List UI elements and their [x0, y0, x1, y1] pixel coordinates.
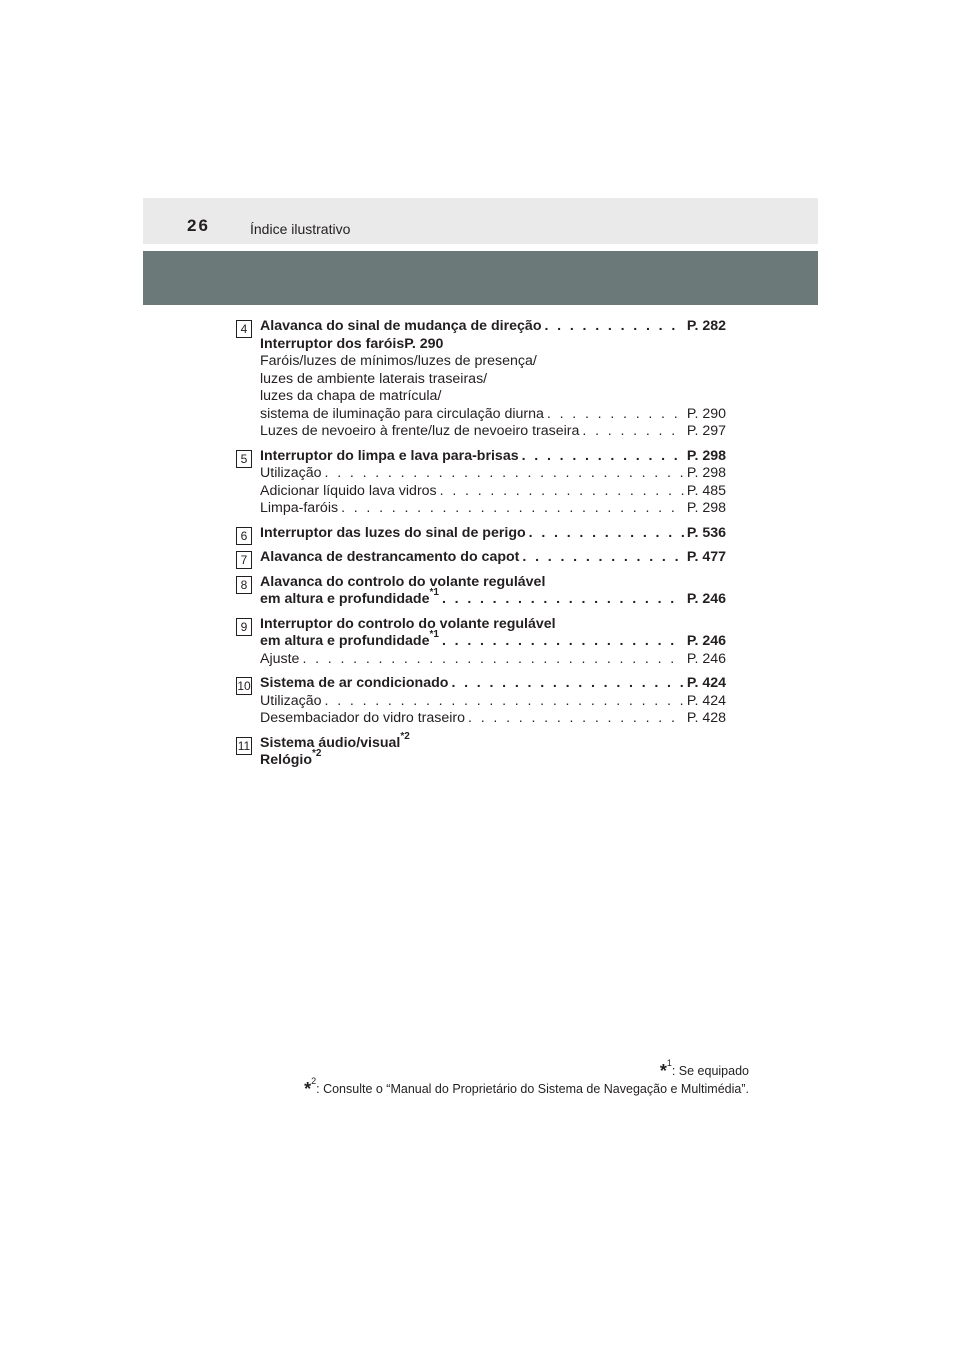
index-line-text: Alavanca do controlo do volante regulável — [260, 573, 546, 590]
index-line-text: Interruptor das luzes do sinal de perigo — [260, 524, 526, 541]
entry-number-badge — [236, 737, 252, 755]
dot-leader — [468, 710, 684, 728]
index-line — [260, 448, 726, 466]
footnote — [304, 1075, 749, 1099]
page-reference: P. 297 — [686, 423, 726, 439]
index-entry — [236, 549, 726, 567]
dot-leader — [325, 465, 684, 483]
page-reference: P. 290 — [686, 405, 726, 422]
index-line-text: Utilização — [260, 692, 322, 709]
index-line-text: Limpa-faróis — [260, 500, 339, 516]
entry-number: 9 — [240, 619, 248, 634]
index-line — [260, 675, 726, 693]
dot-leader — [451, 675, 683, 693]
index-line-text: Utilização — [260, 465, 322, 481]
index-line-text: sistema de iluminação para circulação diurna — [260, 405, 544, 422]
index-line — [260, 651, 726, 669]
index-entry — [236, 318, 726, 441]
section-title: Índice ilustrativo — [250, 221, 351, 237]
entry-number: 8 — [240, 577, 248, 592]
index-line-text: Alavanca de destrancamento do capot — [260, 549, 520, 565]
footnote — [304, 1057, 749, 1081]
index-entry — [236, 574, 726, 609]
index-line — [260, 748, 726, 770]
entry-number: 4 — [240, 322, 248, 336]
footnote-ref: *1 — [429, 629, 439, 641]
dot-leader — [582, 423, 683, 441]
index-line-text: Luzes de nevoeiro à frente/luz de nevoeiro traseira — [260, 423, 580, 439]
index-entry — [236, 730, 726, 770]
page-reference: P. 298 — [686, 500, 726, 516]
entry-number: 11 — [237, 738, 251, 753]
footnote-asterisk: * — [304, 1079, 312, 1099]
entry-number: 6 — [240, 528, 248, 543]
index-line-text: Interruptor do controlo do volante regulável — [260, 615, 556, 632]
page-reference: P. 298 — [686, 465, 726, 481]
entry-number-badge — [236, 677, 252, 695]
index-line-text: luzes da chapa de matrícula/ — [260, 388, 442, 404]
index-line — [260, 318, 726, 336]
footnote-asterisk: * — [659, 1061, 667, 1081]
index-line — [260, 406, 726, 424]
page-reference: P. 424 — [686, 675, 726, 691]
dot-leader — [440, 483, 684, 501]
index-line — [260, 388, 726, 406]
page-reference: P. 282 — [686, 318, 726, 334]
entry-number-badge — [236, 320, 252, 338]
index-line-text: Interruptor do limpa e lava para-brisas — [260, 447, 519, 464]
page-reference: P. 477 — [686, 549, 726, 565]
index-line-text: Adicionar líquido lava vidros — [260, 482, 437, 499]
index-list — [236, 318, 726, 777]
entry-number-badge — [236, 618, 252, 636]
index-entry — [236, 616, 726, 669]
entry-number-badge — [236, 551, 252, 569]
index-line — [260, 574, 726, 592]
footnote-number: 1 — [666, 1057, 672, 1068]
illustration-band — [143, 251, 818, 305]
dot-leader — [545, 318, 684, 336]
index-entry — [236, 525, 726, 543]
page-number: 26 — [187, 216, 210, 235]
index-line-text: Faróis/luzes de mínimos/luzes de presença/ — [260, 353, 537, 369]
index-line — [260, 483, 726, 501]
index-line — [260, 336, 726, 354]
dot-leader — [442, 633, 684, 651]
dot-leader — [522, 549, 683, 567]
entry-number-badge — [236, 576, 252, 594]
index-line — [260, 500, 726, 518]
footnote-ref: *1 — [429, 587, 439, 599]
footnote-text: : Se equipado — [671, 1064, 749, 1078]
page-reference: P. 246 — [686, 650, 726, 667]
index-line — [260, 465, 726, 483]
dot-leader — [341, 500, 684, 518]
page-reference: P. 298 — [686, 447, 726, 464]
index-line-text: Interruptor dos faróisP. 290 — [260, 335, 444, 352]
footnote-number: 2 — [311, 1075, 317, 1086]
footnote-ref: *2 — [400, 730, 410, 742]
page-reference: P. 428 — [686, 710, 726, 726]
index-line-text: Desembaciador do vidro traseiro — [260, 710, 466, 726]
index-line — [260, 371, 726, 389]
index-line-text: Relógio — [260, 752, 313, 768]
index-entry — [236, 675, 726, 728]
page-reference: P. 536 — [686, 524, 726, 541]
page-reference: P. 485 — [686, 482, 726, 499]
footnote-text: : Consulte o “Manual do Proprietário do Sistema de Navegação e Multimédia”. — [316, 1082, 749, 1096]
index-line — [260, 423, 726, 441]
index-line — [260, 629, 726, 651]
dot-leader — [522, 448, 684, 466]
index-line — [260, 525, 726, 543]
page-reference: P. 424 — [686, 692, 726, 709]
entry-number: 10 — [237, 679, 251, 693]
footnotes — [304, 1057, 749, 1099]
index-line-text: em altura e profundidade — [260, 633, 430, 649]
dot-leader — [302, 651, 683, 669]
entry-number: 7 — [240, 553, 248, 567]
dot-leader — [442, 591, 684, 609]
dot-leader — [529, 525, 684, 543]
index-line-text: Sistema de ar condicionado — [260, 675, 449, 691]
index-line — [260, 616, 726, 634]
index-line-text: em altura e profundidade — [260, 591, 430, 607]
header-band — [143, 198, 818, 244]
index-entry — [236, 448, 726, 518]
dot-leader — [547, 406, 684, 424]
index-line — [260, 353, 726, 371]
footnote-ref: *2 — [312, 748, 322, 760]
entry-number-badge — [236, 527, 252, 545]
index-line-text: Alavanca do sinal de mudança de direção — [260, 318, 542, 334]
entry-number: 5 — [240, 451, 248, 466]
dot-leader — [325, 693, 684, 711]
index-line — [260, 549, 726, 567]
index-line — [260, 710, 726, 728]
page-reference: P. 246 — [686, 591, 726, 607]
index-line-text: Sistema áudio/visual — [260, 734, 401, 751]
page-reference: P. 246 — [686, 633, 726, 649]
index-line-text: Ajuste — [260, 650, 300, 667]
index-line — [260, 693, 726, 711]
index-line-text: luzes de ambiente laterais traseiras/ — [260, 370, 488, 387]
entry-number-badge — [236, 450, 252, 468]
index-line — [260, 730, 726, 753]
index-line — [260, 587, 726, 609]
